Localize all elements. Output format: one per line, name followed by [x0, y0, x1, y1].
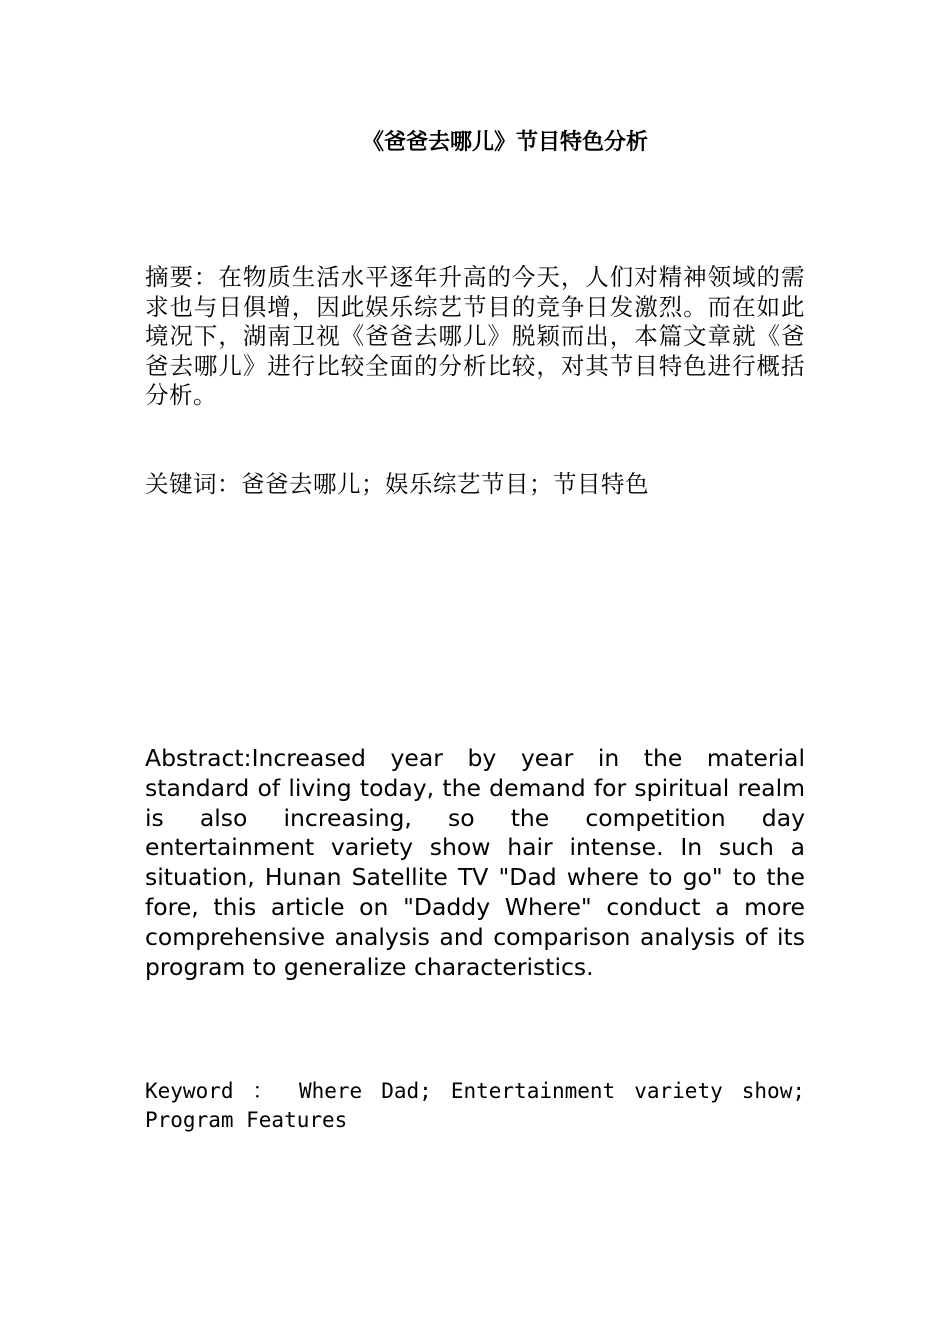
english-keywords: Keyword ： Where Dad; Entertainment variety show; Program Features: [145, 1079, 805, 1132]
document-title: 《爸爸去哪儿》节目特色分析: [361, 130, 648, 155]
chinese-keywords: 关键词：爸爸去哪儿；娱乐综艺节目；节目特色: [145, 470, 649, 498]
english-abstract: Abstract:Increased year by year in the material standard of living today, the demand for spiritual realm is also increasing, so the competition day entertainment variety show hair intense. In such a situation, Hunan Satellite TV "Dad where to go" to the fore, this article on "Daddy Where" conduct a more comprehensive analysis and comparison analysis of its program to generalize characteristics.: [145, 744, 805, 981]
chinese-abstract: 摘要：在物质生活水平逐年升高的今天，人们对精神领域的需求也与日俱增，因此娱乐综艺节目的竞争日发激烈。而在如此境况下，湖南卫视《爸爸去哪儿》脱颖而出，本篇文章就《爸爸去哪儿》进行比较全面的分析比较，对其节目特色进行概括分析。: [145, 263, 805, 409]
